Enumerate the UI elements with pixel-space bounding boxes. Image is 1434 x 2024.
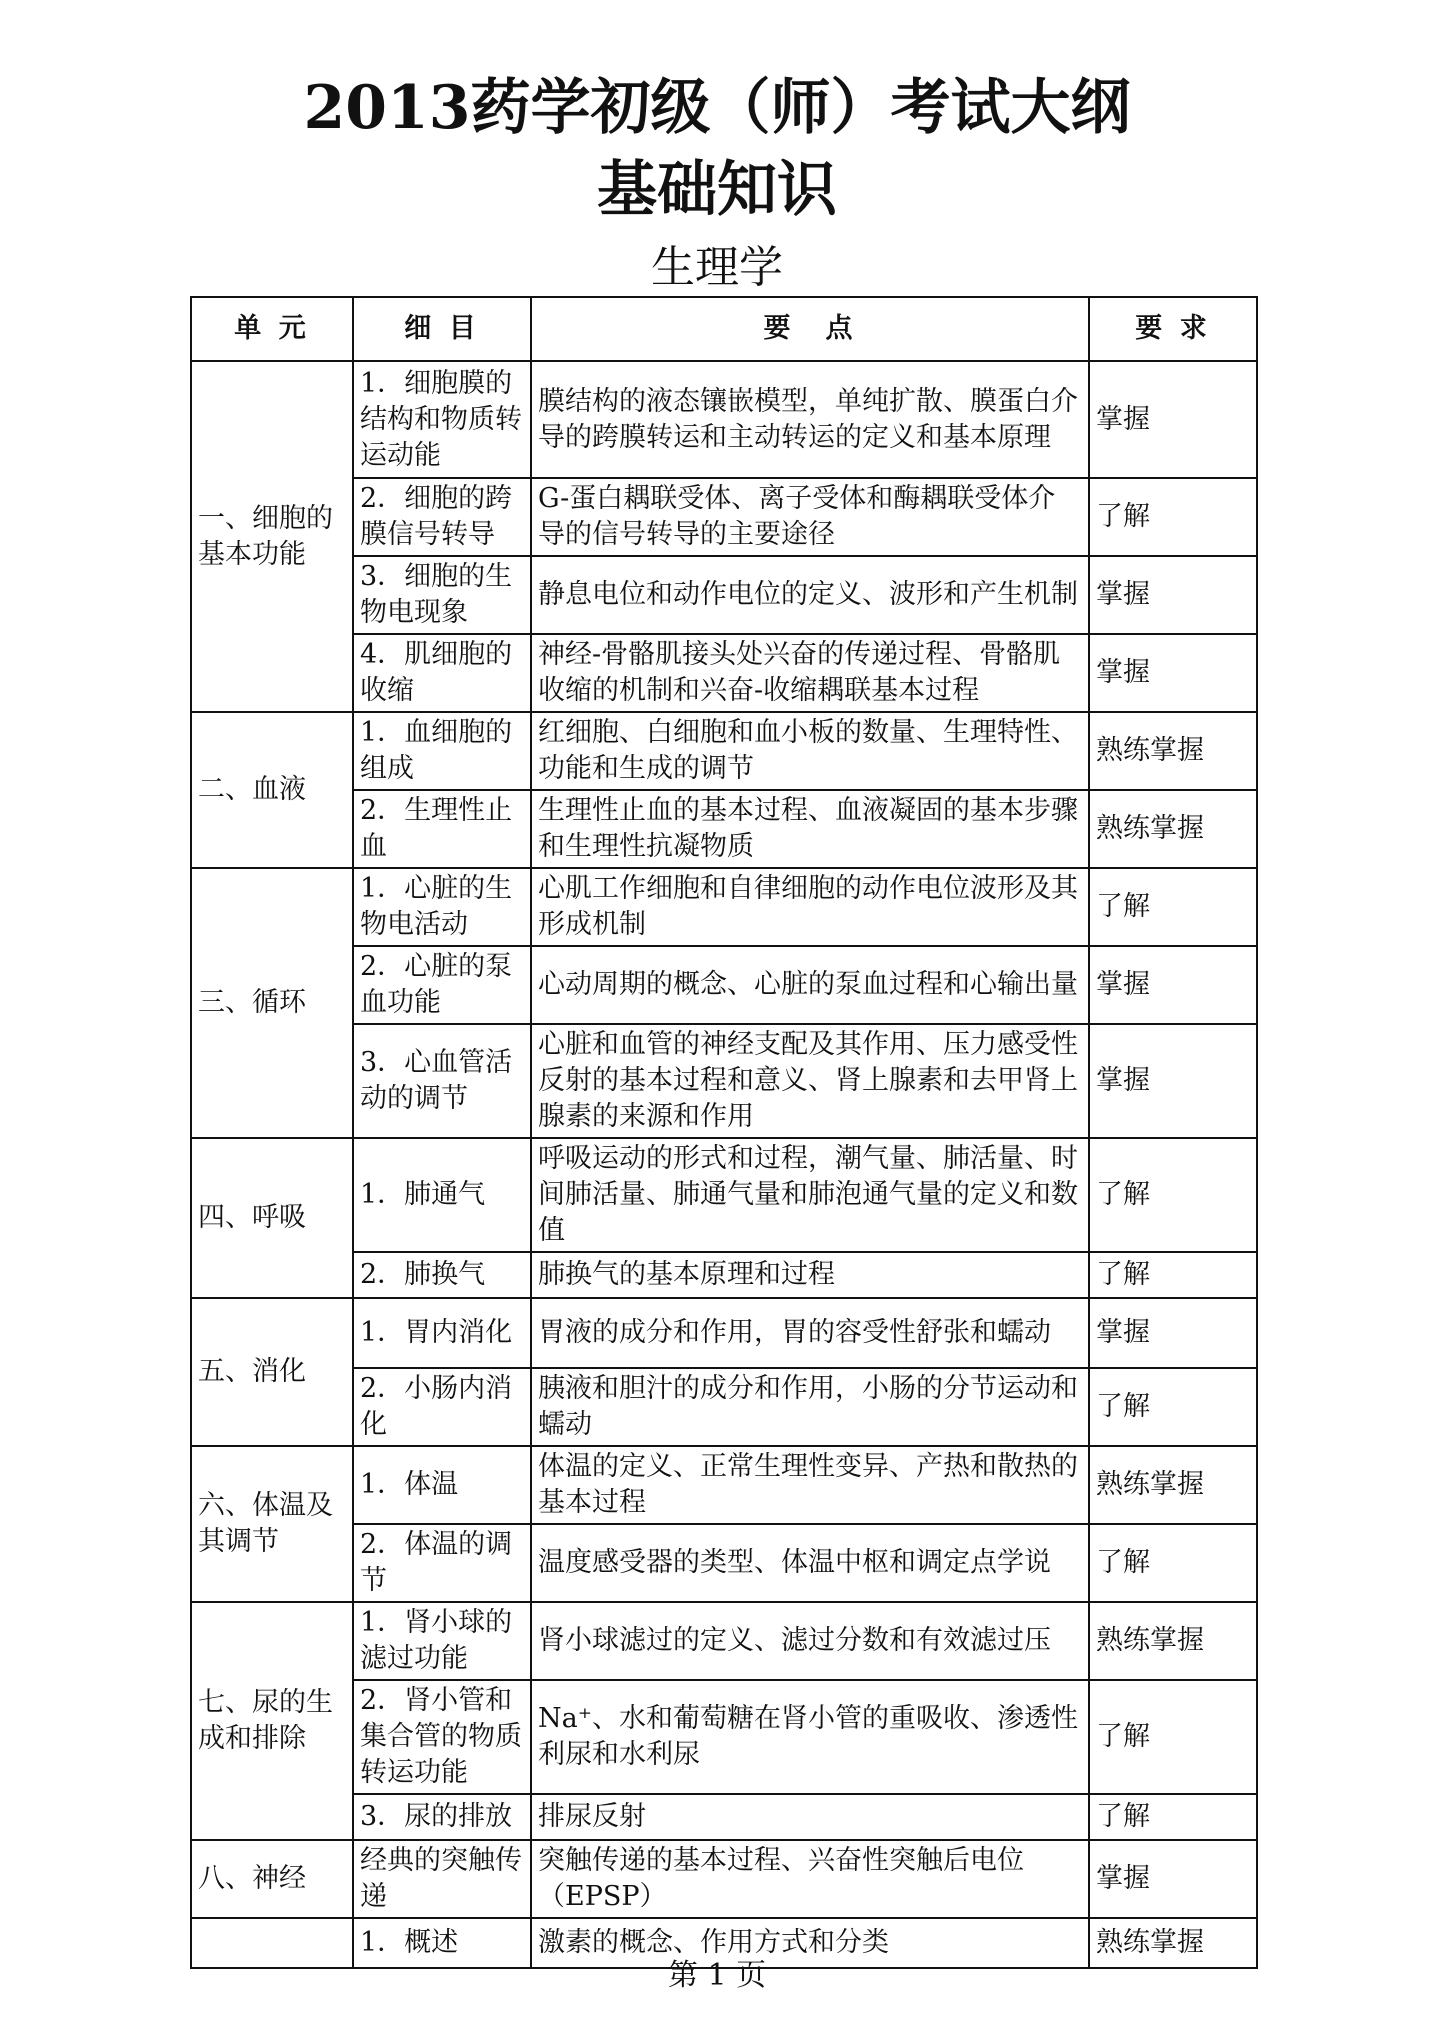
points-cell: 排尿反射	[531, 1794, 1089, 1840]
points-cell: 胰液和胆汁的成分和作用，小肠的分节运动和蠕动	[531, 1368, 1089, 1446]
item-cell: 1．肺通气	[353, 1138, 531, 1252]
points-cell: 温度感受器的类型、体温中枢和调定点学说	[531, 1524, 1089, 1602]
requirement-cell: 了解	[1089, 1138, 1257, 1252]
syllabus-body	[191, 361, 1257, 1968]
item-cell: 1．细胞膜的结构和物质转运动能	[353, 361, 531, 478]
item-cell: 2．细胞的跨膜信号转导	[353, 478, 531, 556]
points-cell: 激素的概念、作用方式和分类	[531, 1918, 1089, 1968]
item-cell: 3．尿的排放	[353, 1794, 531, 1840]
item-cell: 2．肾小管和集合管的物质转运功能	[353, 1680, 531, 1794]
table-row	[191, 1298, 1257, 1368]
item-cell: 1．血细胞的组成	[353, 712, 531, 790]
points-cell: 神经-骨骼肌接头处兴奋的传递过程、骨骼肌收缩的机制和兴奋-收缩耦联基本过程	[531, 634, 1089, 712]
column-header-item: 细 目	[353, 297, 531, 361]
points-cell: 红细胞、白细胞和血小板的数量、生理特性、功能和生成的调节	[531, 712, 1089, 790]
item-cell: 4．肌细胞的收缩	[353, 634, 531, 712]
points-cell: G-蛋白耦联受体、离子受体和酶耦联受体介导的信号转导的主要途径	[531, 478, 1089, 556]
points-cell: 心肌工作细胞和自律细胞的动作电位波形及其形成机制	[531, 868, 1089, 946]
item-cell: 1．心脏的生物电活动	[353, 868, 531, 946]
item-cell: 2．肺换气	[353, 1252, 531, 1298]
page-number: 第 1 页	[667, 1958, 767, 1993]
requirement-cell: 了解	[1089, 1252, 1257, 1298]
item-cell: 1．肾小球的滤过功能	[353, 1602, 531, 1680]
table-row	[191, 361, 1257, 478]
item-cell: 2．生理性止血	[353, 790, 531, 868]
points-cell: 突触传递的基本过程、兴奋性突触后电位（EPSP）	[531, 1840, 1089, 1918]
unit-cell: 六、体温及其调节	[191, 1446, 353, 1602]
points-cell: 生理性止血的基本过程、血液凝固的基本步骤和生理性抗凝物质	[531, 790, 1089, 868]
requirement-cell: 了解	[1089, 1368, 1257, 1446]
points-cell: 体温的定义、正常生理性变异、产热和散热的基本过程	[531, 1446, 1089, 1524]
requirement-cell: 掌握	[1089, 1024, 1257, 1138]
points-cell: 肾小球滤过的定义、滤过分数和有效滤过压	[531, 1602, 1089, 1680]
unit-cell: 八、神经	[191, 1840, 353, 1918]
item-cell: 经典的突触传递	[353, 1840, 531, 1918]
requirement-cell: 了解	[1089, 1680, 1257, 1794]
column-header-requirement: 要 求	[1089, 297, 1257, 361]
item-cell: 2．心脏的泵血功能	[353, 946, 531, 1024]
requirement-cell: 掌握	[1089, 556, 1257, 634]
requirement-cell: 熟练掌握	[1089, 1918, 1257, 1968]
table-row	[191, 1840, 1257, 1918]
column-header-points: 要 点	[531, 297, 1089, 361]
requirement-cell: 了解	[1089, 1794, 1257, 1840]
unit-cell: 三、循环	[191, 868, 353, 1138]
item-cell: 1．概述	[353, 1918, 531, 1968]
points-cell: 心脏和血管的神经支配及其作用、压力感受性反射的基本过程和意义、肾上腺素和去甲肾上腺素的来源和作用	[531, 1024, 1089, 1138]
points-cell: 膜结构的液态镶嵌模型，单纯扩散、膜蛋白介导的跨膜转运和主动转运的定义和基本原理	[531, 361, 1089, 478]
requirement-cell: 了解	[1089, 868, 1257, 946]
requirement-cell: 熟练掌握	[1089, 790, 1257, 868]
item-cell: 3．心血管活动的调节	[353, 1024, 531, 1138]
requirement-cell: 熟练掌握	[1089, 712, 1257, 790]
points-cell: Na⁺、水和葡萄糖在肾小管的重吸收、渗透性利尿和水利尿	[531, 1680, 1089, 1794]
requirement-cell: 掌握	[1089, 1298, 1257, 1368]
requirement-cell: 掌握	[1089, 1840, 1257, 1918]
table-row	[191, 1446, 1257, 1524]
table-row	[191, 868, 1257, 946]
item-cell: 3．细胞的生物电现象	[353, 556, 531, 634]
syllabus-table	[190, 296, 1258, 1969]
table-row	[191, 712, 1257, 790]
table-header-row	[191, 297, 1257, 361]
points-cell: 呼吸运动的形式和过程，潮气量、肺活量、时间肺活量、肺通气量和肺泡通气量的定义和数值	[531, 1138, 1089, 1252]
points-cell: 心动周期的概念、心脏的泵血过程和心输出量	[531, 946, 1089, 1024]
item-cell: 2．体温的调节	[353, 1524, 531, 1602]
requirement-cell: 熟练掌握	[1089, 1446, 1257, 1524]
unit-cell: 七、尿的生成和排除	[191, 1602, 353, 1840]
item-cell: 1．胃内消化	[353, 1298, 531, 1368]
item-cell: 2．小肠内消化	[353, 1368, 531, 1446]
requirement-cell: 掌握	[1089, 946, 1257, 1024]
requirement-cell: 了解	[1089, 478, 1257, 556]
table-row	[191, 1602, 1257, 1680]
unit-cell: 五、消化	[191, 1298, 353, 1446]
document-subtitle: 基础知识	[597, 155, 837, 225]
points-cell: 胃液的成分和作用，胃的容受性舒张和蠕动	[531, 1298, 1089, 1368]
unit-cell: 二、血液	[191, 712, 353, 868]
requirement-cell: 掌握	[1089, 361, 1257, 478]
section-title: 生理学	[651, 242, 783, 293]
table-row	[191, 1138, 1257, 1252]
document-title: 2013药学初级（师）考试大纲	[303, 73, 1131, 143]
requirement-cell: 熟练掌握	[1089, 1602, 1257, 1680]
column-header-unit: 单 元	[191, 297, 353, 361]
item-cell: 1．体温	[353, 1446, 531, 1524]
requirement-cell: 掌握	[1089, 634, 1257, 712]
points-cell: 静息电位和动作电位的定义、波形和产生机制	[531, 556, 1089, 634]
requirement-cell: 了解	[1089, 1524, 1257, 1602]
unit-cell: 四、呼吸	[191, 1138, 353, 1298]
points-cell: 肺换气的基本原理和过程	[531, 1252, 1089, 1298]
unit-cell: 一、细胞的基本功能	[191, 361, 353, 712]
